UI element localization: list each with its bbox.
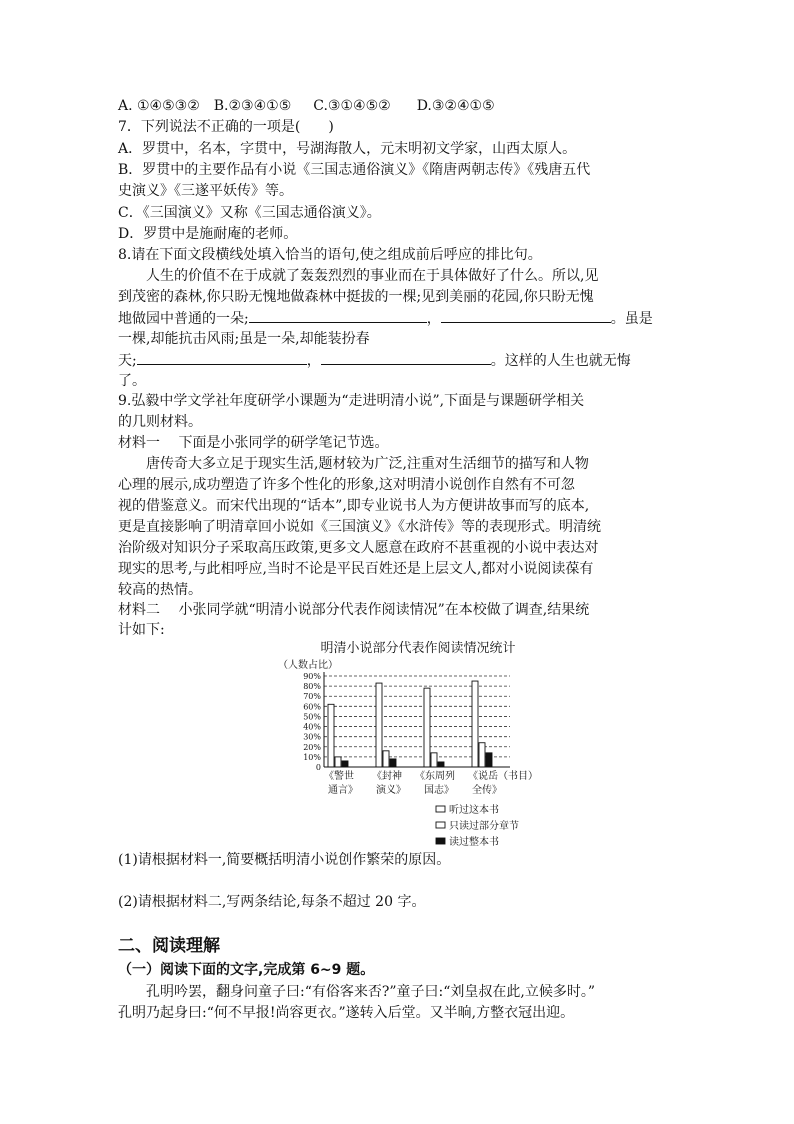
material1-line7: 较高的热情。 [118,582,202,598]
answer-blank-1[interactable] [249,308,427,323]
q8-paragraph-line5 [118,350,631,371]
chart-title: 明清小说部分代表作阅读情况统计 [320,641,516,656]
q9-stem-line2: 的几则材料。 [118,414,202,430]
chart-y-tick-label: 20% [303,742,321,752]
q8-paragraph-line2: 到茂密的森林,你只盼无愧地做森林中挺拔的一棵;见到美丽的花园,你只盼无愧 [118,289,594,305]
chart-y-tick-label: 0 [315,763,321,772]
chart-bar [328,704,334,767]
chart-legend-label: 只读过部分章节 [449,821,519,832]
q7-option-b-line1: B．罗贯中的主要作品有小说《三国志通俗演义》《隋唐两朝志传》《残唐五代 [118,162,591,178]
q8-paragraph-line1: 人生的价值不在于成就了轰轰烈烈的事业而在于具体做好了什么。所以,见 [146,268,599,284]
chart-y-tick-label: 80% [303,682,321,692]
chart-legend-swatch [436,822,445,828]
chart-bar [342,761,348,767]
chart-bar [376,683,382,767]
material1-line5: 治阶级对知识分子采取高压政策,更多文人愿意在政府不甚重视的小说中表达对 [118,540,599,556]
chart-x-axis-label: （书目） [498,771,538,782]
answer-blank-4[interactable] [321,350,491,365]
chart-bar [424,688,430,767]
chart-y-tick-label: 30% [303,732,321,742]
q8-stem: 8.请在下面文段横线处填入恰当的语句,使之组成前后呼应的排比句。 [118,247,542,263]
q6-option-d: D.③②④①⑤ [416,98,495,114]
q8-text: 。这样的人生也就无悔 [490,353,631,369]
chart-x-ticks [324,769,502,796]
chart-x-tick-label: 国志》 [424,785,454,796]
chart-bar [383,751,389,767]
q8-separator: ， [426,311,441,327]
chart-y-axis-label: （人数占比） [278,660,338,671]
q8-paragraph-line6: 了。 [118,373,146,389]
q8-text: 地做园中普通的一朵; [118,311,249,327]
material1-title: 材料一 下面是小张同学的研学笔记节选。 [118,435,389,451]
answer-blank-3[interactable] [137,350,307,365]
chart-bar [431,753,437,767]
material1-line1: 唐传奇大多立足于现实生活,题材较为广泛,注重对生活细节的描写和人物 [146,456,589,472]
q7-option-d: D．罗贯中是施耐庵的老师。 [118,226,298,242]
chart-y-ticks [303,672,321,772]
material1-line6: 现实的思考,与此相呼应,当时不论是平民百姓还是上层文人,都对小说阅读葆有 [118,561,594,577]
q7-stem: 7．下列说法不正确的一项是( ) [118,119,334,135]
material1-line3: 视的借鉴意义。而宋代出现的“话本”,即专业说书人为方便讲故事而写的底本, [118,498,590,514]
q9-subquestion-1: (1)请根据材料一,简要概括明清小说创作繁荣的原因。 [118,852,451,868]
chart-bar [438,762,444,767]
chart-y-tick-label: 40% [303,722,321,732]
answer-blank-2[interactable] [441,308,611,323]
section-heading: 二、阅读理解 [118,936,220,956]
q8-text: 天; [118,353,137,369]
q8-text: 。虽是 [610,311,653,327]
reading-survey-chart [278,636,552,858]
chart-legend-swatch [436,806,445,812]
chart-x-tick-label: 《东周列 [415,771,455,782]
section-subheading: （一）阅读下面的文字,完成第 6~9 题。 [118,962,375,978]
q7-option-b-line2: 史演义》《三遂平妖传》等。 [118,183,293,199]
reading-passage-line2: 孔明乃起身曰:“何不早报!尚容更衣。”遂转入后堂。又半晌,方整衣冠出迎。 [118,1005,575,1021]
chart-bars [328,681,492,767]
q6-option-b: B.②③④①⑤ [213,98,292,114]
chart-x-tick-label: 《封神 [372,771,402,782]
chart-y-tick-label: 60% [303,702,321,712]
material1-line4: 更是直接影响了明清章回小说如《三国演义》《水浒传》等的表现形式。明清统 [118,519,601,535]
material2-title-line1: 材料二 小张同学就“明清小说部分代表作阅读情况”在本校做了调查,结果统 [118,602,590,618]
chart-bar [472,681,478,767]
chart-legend-swatch [436,838,445,844]
q6-option-a: A. ①④⑤③② [118,98,200,114]
material2-title-line2: 计如下: [118,622,165,638]
q6-option-c: C.③①④⑤② [313,98,391,114]
q7-option-c: C．《三国演义》又称《三国志通俗演义》。 [118,205,381,221]
chart-legend [436,803,519,848]
q6-options [118,96,495,116]
chart-x-tick-label: 演义》 [376,785,406,796]
chart-bar [486,753,492,767]
chart-x-tick-label: 《警世 [324,771,354,782]
chart-y-tick-label: 90% [303,672,321,681]
chart-legend-label: 听过这本书 [449,805,499,816]
reading-passage-line1: 孔明吟罢，翻身问童子曰:“有俗客来否?”童子曰:“刘皇叔在此,立候多时。” [146,984,596,1000]
q8-separator: ， [306,353,321,369]
chart-bar [390,759,396,767]
chart-x-tick-label: 全传》 [472,785,502,796]
q8-paragraph-line4: 一棵,却能抗击风雨;虽是一朵,却能装扮春 [118,331,370,347]
chart-legend-label: 读过整本书 [449,837,499,848]
chart-bar [335,757,341,767]
chart-bar [479,743,485,767]
chart-y-tick-label: 10% [303,752,321,762]
material1-line2: 心理的展示,成功塑造了许多个性化的形象,这对明清小说创作自然有不可忽 [118,477,575,493]
q7-option-a: A．罗贯中，名本，字贯中，号湖海散人，元末明初文学家，山西太原人。 [118,141,577,157]
chart-x-tick-label: 《说岳 [468,771,498,782]
chart-y-tick-label: 70% [303,692,321,702]
q8-paragraph-line3 [118,308,653,329]
q9-stem-line1: 9.弘毅中学文学社年度研学小课题为“走进明清小说”,下面是与课题研学相关 [118,393,585,409]
chart-y-tick-label: 50% [303,712,321,722]
q9-subquestion-2: (2)请根据材料二,写两条结论,每条不超过 20 字。 [118,894,426,910]
chart-x-tick-label: 通言》 [328,785,358,796]
